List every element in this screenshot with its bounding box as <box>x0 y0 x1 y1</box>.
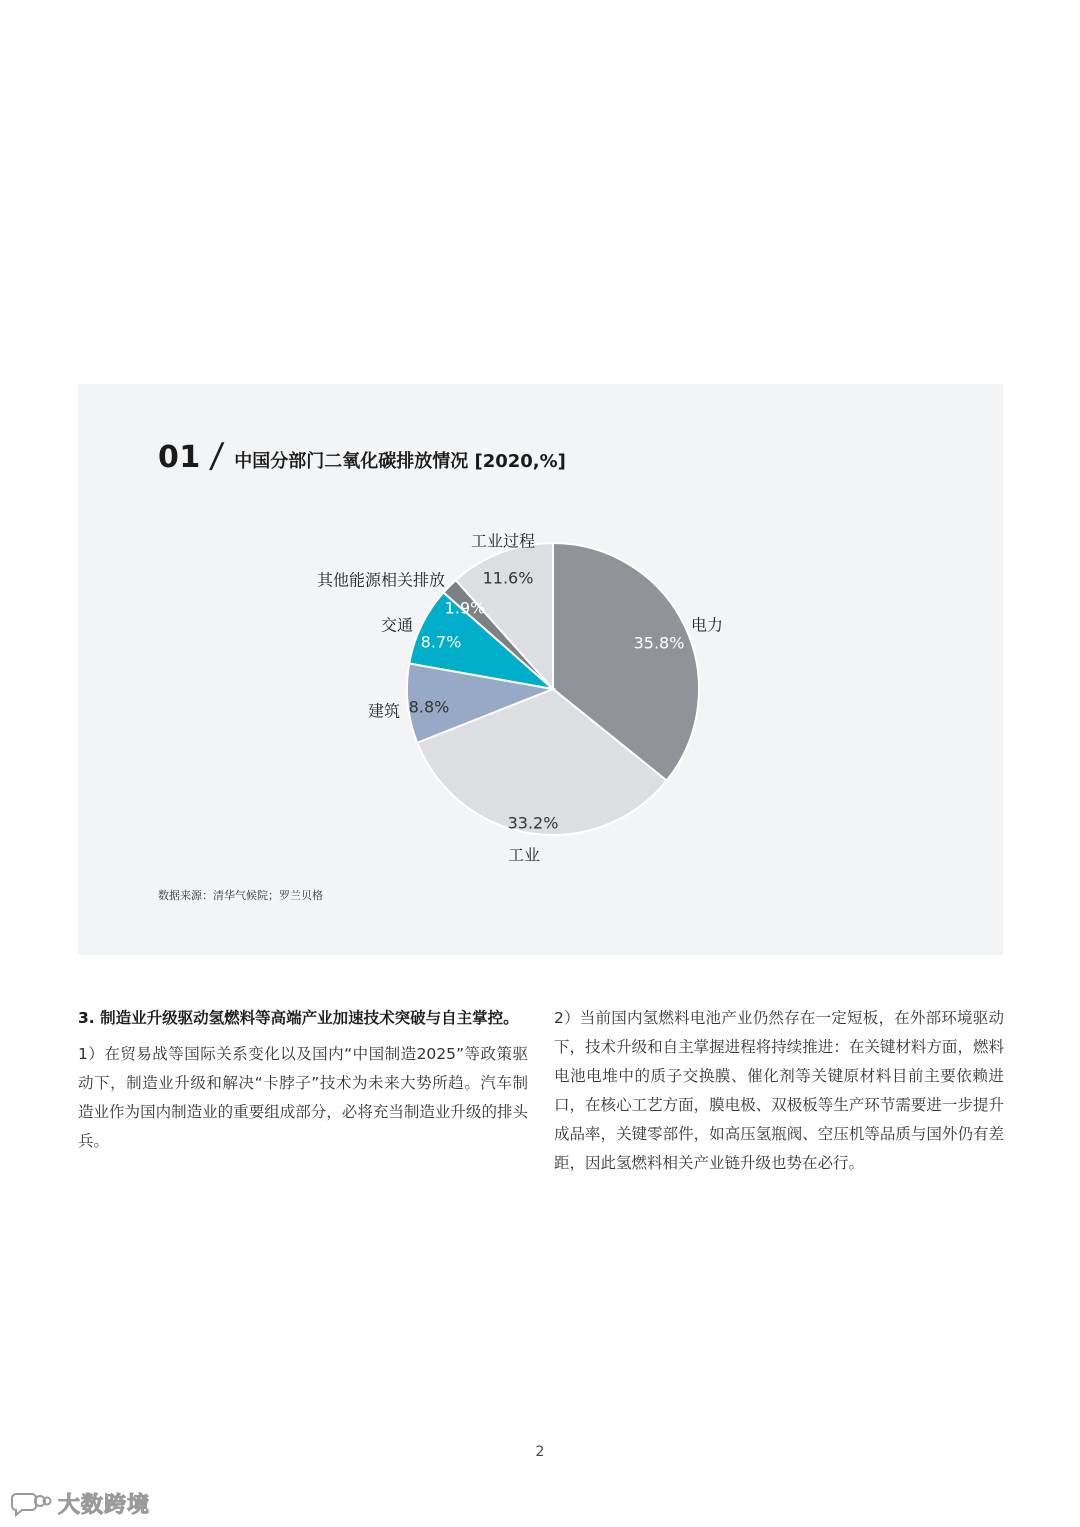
slice-category-label: 交通 <box>380 615 413 635</box>
section-heading: 3. 制造业升级驱动氢燃料等高端产业加速技术突破与自主掌控。 <box>78 1009 519 1027</box>
slice-value-label: 11.6% <box>482 568 534 588</box>
figure-title: 中国分部门二氧化碳排放情况 [2020,%] <box>234 451 566 472</box>
left-column <box>78 1004 528 1156</box>
data-source-note: 数据来源：清华气候院；罗兰贝格 <box>158 889 323 902</box>
figure-number: 01 <box>158 440 201 475</box>
paragraph-1: 1）在贸易战等国际关系变化以及国内“中国制造2025”等政策驱动下，制造业升级和解决“卡脖子”技术为未来大势所趋。汽车制造业作为国内制造业的重要组成部分，必将充当制造业升级的排头兵。 <box>78 1045 528 1150</box>
slice-category-label: 建筑 <box>367 701 400 721</box>
chart-panel <box>78 384 1003 955</box>
right-column <box>554 1004 1004 1178</box>
chat-bubble-icon <box>10 1490 52 1518</box>
slice-value-label: 8.7% <box>420 632 462 652</box>
slice-value-label: 8.8% <box>408 697 450 717</box>
slice-value-label: 33.2% <box>507 813 559 833</box>
figure-separator: / <box>207 436 226 476</box>
slice-category-label: 工业过程 <box>470 531 536 551</box>
slice-category-label: 其他能源相关排放 <box>316 570 445 590</box>
slice-category-label: 电力 <box>691 615 724 635</box>
watermark <box>10 1488 150 1519</box>
slice-value-label: 1.9% <box>444 598 486 618</box>
pie-chart <box>78 384 1003 955</box>
paragraph-2: 2）当前国内氢燃料电池产业仍然存在一定短板，在外部环境驱动下，技术升级和自主掌握进程将持续推进：在关键材料方面，燃料电池电堆中的质子交换膜、催化剂等关键原材料目前主要依赖进口，在核心工艺方面，膜电极、双极板等生产环节需要进一步提升成品率，关键零部件，如高压氢瓶阀、空压机等品质与国外仍有差距，因此氢燃料相关产业链升级也势在必行。 <box>554 1009 1004 1172</box>
slice-category-label: 工业 <box>507 845 541 865</box>
page-number: 2 <box>535 1444 545 1460</box>
watermark-text: 大数跨境 <box>58 1493 151 1518</box>
slice-value-label: 35.8% <box>633 633 685 653</box>
